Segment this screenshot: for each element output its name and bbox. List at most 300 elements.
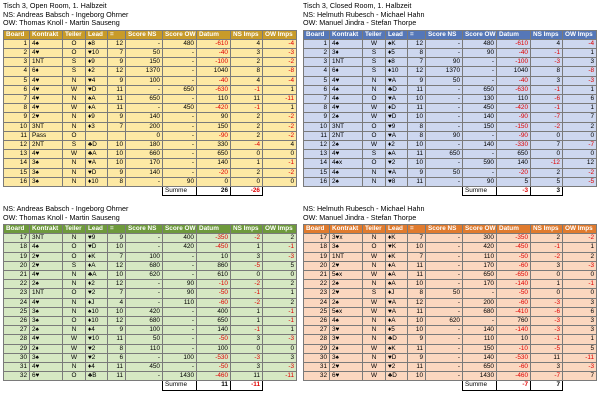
sum-label: Summe bbox=[463, 381, 497, 390]
table-cell: -420 bbox=[197, 104, 231, 113]
table-row bbox=[4, 317, 297, 326]
table-cell: -2 bbox=[263, 131, 297, 140]
table-cell: N bbox=[63, 280, 86, 289]
table-cell: 12 bbox=[108, 280, 126, 289]
table-cell: 1 bbox=[4, 39, 30, 48]
table-cell: -60 bbox=[497, 298, 531, 307]
table-cell: 7 bbox=[108, 252, 126, 261]
table-row bbox=[4, 280, 297, 289]
table-cell: 3 bbox=[231, 48, 263, 57]
table-cell: -3 bbox=[263, 335, 297, 344]
table-cell: 16 bbox=[304, 177, 330, 186]
table-cell: -2 bbox=[231, 298, 263, 307]
table-cell: 3♥x bbox=[330, 234, 363, 243]
table-row bbox=[4, 131, 297, 140]
table-cell: O bbox=[363, 131, 386, 140]
table-cell: ♦4 bbox=[86, 326, 108, 335]
sum-ow-imps: -26 bbox=[231, 186, 263, 195]
table-cell: -40 bbox=[197, 76, 231, 85]
column-header: Datum bbox=[497, 30, 531, 39]
table-cell: - bbox=[426, 85, 463, 94]
column-header: Lead bbox=[86, 30, 108, 39]
table-cell: 620 bbox=[426, 317, 463, 326]
table-row bbox=[4, 140, 297, 149]
table-cell: 9 bbox=[108, 58, 126, 67]
table-cell: 50 bbox=[426, 168, 463, 177]
table-cell: 20 bbox=[304, 261, 330, 270]
table-cell: 11 bbox=[108, 85, 126, 94]
table-row bbox=[4, 85, 297, 94]
table-cell: - bbox=[426, 113, 463, 122]
table-cell: -3 bbox=[531, 298, 563, 307]
column-header: Lead bbox=[386, 30, 408, 39]
table-cell: -6 bbox=[531, 94, 563, 103]
table-cell: - bbox=[426, 94, 463, 103]
table-cell: 30 bbox=[304, 353, 330, 362]
table-cell: ♥A bbox=[386, 131, 408, 140]
table-cell: 3NT bbox=[30, 234, 63, 243]
table-row bbox=[4, 113, 297, 122]
table-cell: 27 bbox=[4, 326, 30, 335]
table-row bbox=[304, 280, 597, 289]
table-row bbox=[4, 150, 297, 159]
table-cell: -1 bbox=[231, 326, 263, 335]
table-cell: 1NT bbox=[330, 252, 363, 261]
table-cell: 0 bbox=[531, 289, 563, 298]
table-cell: ♥2 bbox=[86, 289, 108, 298]
table-cell: 6 bbox=[563, 94, 597, 103]
column-header: Lead bbox=[386, 225, 408, 234]
table-cell: - bbox=[163, 140, 197, 149]
table-cell: S bbox=[363, 58, 386, 67]
table-cell: ♥D bbox=[86, 168, 108, 177]
table-cell: 7 bbox=[563, 372, 597, 381]
table-cell: -1 bbox=[531, 48, 563, 57]
table-cell: W bbox=[363, 252, 386, 261]
table-row bbox=[4, 307, 297, 316]
table-cell: 23 bbox=[4, 289, 30, 298]
table-cell: ♥D bbox=[386, 113, 408, 122]
table-cell: 24 bbox=[304, 298, 330, 307]
table-row bbox=[304, 85, 597, 94]
table-cell: 11 bbox=[408, 85, 426, 94]
table-cell: N bbox=[363, 353, 386, 362]
table-cell: 1 bbox=[304, 39, 330, 48]
table-cell: - bbox=[463, 150, 497, 159]
table-cell: N bbox=[363, 335, 386, 344]
table-row bbox=[304, 271, 597, 280]
table-cell: 0 bbox=[263, 177, 297, 186]
table-cell: 480 bbox=[163, 39, 197, 48]
table-cell: -460 bbox=[497, 372, 531, 381]
table-cell: N bbox=[363, 85, 386, 94]
table-cell: ♥2 bbox=[86, 353, 108, 362]
table-cell: ♦5 bbox=[386, 48, 408, 57]
table-cell: 17 bbox=[304, 234, 330, 243]
table-cell: 0 bbox=[563, 289, 597, 298]
table-cell: ♠K bbox=[386, 344, 408, 353]
table-cell: - bbox=[163, 48, 197, 57]
table-cell: 140 bbox=[463, 353, 497, 362]
table-cell: -1 bbox=[263, 243, 297, 252]
table-cell: 2♦ bbox=[30, 344, 63, 353]
column-header: = bbox=[108, 225, 126, 234]
table-cell: -350 bbox=[497, 234, 531, 243]
table-cell: 11 bbox=[108, 372, 126, 381]
table-cell: 9 bbox=[108, 113, 126, 122]
table-cell: 12 bbox=[108, 261, 126, 270]
table-row bbox=[304, 168, 597, 177]
sum-label: Summe bbox=[163, 186, 197, 195]
table-cell: 4♥ bbox=[330, 104, 363, 113]
panel-open-room-second-half bbox=[3, 205, 296, 391]
table-cell: - bbox=[463, 168, 497, 177]
table-cell: 18 bbox=[304, 243, 330, 252]
table-cell: - bbox=[426, 307, 463, 316]
table-cell: ♥A bbox=[386, 307, 408, 316]
table-cell: 3 bbox=[263, 353, 297, 362]
sum-label: Summe bbox=[463, 186, 497, 195]
table-cell: O bbox=[63, 131, 86, 140]
table-cell: - bbox=[163, 122, 197, 131]
table-cell: 10 bbox=[197, 252, 231, 261]
score-table bbox=[303, 224, 597, 391]
table-cell: - bbox=[463, 131, 497, 140]
table-cell: -610 bbox=[497, 39, 531, 48]
table-cell: O bbox=[63, 243, 86, 252]
table-cell: 6 bbox=[563, 307, 597, 316]
panel-header-line: Tisch 3, Open Room, 1. Halbzeit bbox=[3, 1, 107, 10]
table-cell: -410 bbox=[497, 307, 531, 316]
table-cell: -2 bbox=[263, 168, 297, 177]
table-cell: ♦2 bbox=[386, 140, 408, 149]
table-cell: 10 bbox=[408, 326, 426, 335]
table-cell: 5 bbox=[4, 76, 30, 85]
table-cell: 590 bbox=[463, 159, 497, 168]
table-cell: -100 bbox=[197, 58, 231, 67]
table-cell: - bbox=[426, 344, 463, 353]
column-header: Score NS bbox=[126, 30, 163, 39]
table-row bbox=[4, 177, 297, 186]
table-cell: 3 bbox=[304, 58, 330, 67]
table-cell: - bbox=[126, 243, 163, 252]
table-cell: - bbox=[126, 85, 163, 94]
table-cell: N bbox=[363, 177, 386, 186]
table-cell: 22 bbox=[304, 280, 330, 289]
table-cell: -50 bbox=[197, 335, 231, 344]
table-cell: -2 bbox=[231, 234, 263, 243]
table-cell: 2♦ bbox=[330, 344, 363, 353]
table-cell: -3 bbox=[531, 317, 563, 326]
table-cell: -8 bbox=[563, 67, 597, 76]
table-cell: 14 bbox=[304, 159, 330, 168]
table-cell: 7 bbox=[408, 252, 426, 261]
table-cell: 650 bbox=[163, 85, 197, 94]
table-cell: ♣B bbox=[86, 372, 108, 381]
table-cell: 1430 bbox=[463, 372, 497, 381]
table-cell: -7 bbox=[563, 140, 597, 149]
table-cell: -20 bbox=[197, 168, 231, 177]
table-cell: 9 bbox=[108, 234, 126, 243]
column-header: Score OW bbox=[163, 225, 197, 234]
sum-ns-imps: 11 bbox=[197, 381, 231, 390]
table-cell: 8 bbox=[4, 104, 30, 113]
table-cell: 2 bbox=[531, 168, 563, 177]
table-cell: 300 bbox=[463, 234, 497, 243]
table-cell: 5 bbox=[563, 344, 597, 353]
table-cell: 27 bbox=[304, 326, 330, 335]
table-cell: ♥10 bbox=[86, 335, 108, 344]
column-header: Kontrakt bbox=[30, 30, 63, 39]
table-cell: -8 bbox=[263, 67, 297, 76]
table-cell: 680 bbox=[463, 307, 497, 316]
table-cell: 6♥ bbox=[330, 372, 363, 381]
table-cell: ♥2 bbox=[386, 363, 408, 372]
table-cell: ♥D bbox=[86, 85, 108, 94]
table-row bbox=[4, 344, 297, 353]
table-cell: 0 bbox=[263, 150, 297, 159]
table-cell: -50 bbox=[197, 289, 231, 298]
table-cell: 140 bbox=[126, 168, 163, 177]
table-cell: 21 bbox=[304, 271, 330, 280]
table-cell: 4 bbox=[231, 39, 263, 48]
table-cell: 1 bbox=[563, 335, 597, 344]
table-cell: - bbox=[426, 280, 463, 289]
table-cell: ♥2 bbox=[86, 344, 108, 353]
table-row bbox=[4, 271, 297, 280]
table-cell: 4♠ bbox=[330, 94, 363, 103]
table-cell: -12 bbox=[531, 159, 563, 168]
table-cell: -10 bbox=[497, 344, 531, 353]
table-cell: -2 bbox=[563, 234, 597, 243]
table-cell: 100 bbox=[126, 76, 163, 85]
table-cell: 19 bbox=[304, 252, 330, 261]
table-cell: 3♥ bbox=[330, 335, 363, 344]
table-cell: 8 bbox=[531, 67, 563, 76]
table-row bbox=[304, 234, 597, 243]
table-cell: 10 bbox=[108, 140, 126, 149]
table-cell: -2 bbox=[531, 252, 563, 261]
table-cell: W bbox=[63, 150, 86, 159]
table-cell: ♦D bbox=[386, 104, 408, 113]
table-cell: N bbox=[63, 271, 86, 280]
table-cell: 24 bbox=[4, 298, 30, 307]
table-cell: ♠A bbox=[386, 271, 408, 280]
table-cell: 12 bbox=[563, 159, 597, 168]
table-row bbox=[4, 76, 297, 85]
table-cell: 4♠ bbox=[30, 39, 63, 48]
table-cell: 3♠ bbox=[30, 177, 63, 186]
table-row bbox=[4, 58, 297, 67]
table-cell: 1 bbox=[263, 85, 297, 94]
column-header: Datum bbox=[197, 30, 231, 39]
table-cell: - bbox=[426, 243, 463, 252]
table-cell: 4♠x bbox=[330, 159, 363, 168]
table-cell: 1040 bbox=[497, 67, 531, 76]
table-row bbox=[304, 353, 597, 362]
table-cell: 4 bbox=[108, 298, 126, 307]
table-cell: 3♠ bbox=[30, 307, 63, 316]
table-cell: 150 bbox=[463, 344, 497, 353]
table-cell: 50 bbox=[126, 335, 163, 344]
table-cell: -60 bbox=[197, 298, 231, 307]
panel-closed-room-first-half bbox=[303, 2, 596, 196]
table-cell: 8 bbox=[408, 48, 426, 57]
column-header: = bbox=[408, 225, 426, 234]
table-cell: 0 bbox=[531, 150, 563, 159]
table-cell: W bbox=[363, 363, 386, 372]
table-cell: 90 bbox=[163, 177, 197, 186]
table-cell: 2♠ bbox=[30, 326, 63, 335]
table-cell: -350 bbox=[197, 234, 231, 243]
table-cell: -40 bbox=[197, 48, 231, 57]
table-cell: 3NT bbox=[330, 122, 363, 131]
table-row bbox=[4, 243, 297, 252]
table-cell: ♥A bbox=[86, 159, 108, 168]
table-row bbox=[304, 113, 597, 122]
table-cell: O bbox=[363, 159, 386, 168]
table-cell: 150 bbox=[126, 58, 163, 67]
table-cell: 4♠ bbox=[330, 317, 363, 326]
table-cell: 9 bbox=[108, 168, 126, 177]
table-cell: 3♠ bbox=[30, 168, 63, 177]
table-cell: 9 bbox=[408, 168, 426, 177]
table-cell: -650 bbox=[497, 271, 531, 280]
table-cell: 100 bbox=[126, 252, 163, 261]
table-cell: 2 bbox=[231, 131, 263, 140]
table-cell: - bbox=[126, 234, 163, 243]
column-header: Score NS bbox=[426, 225, 463, 234]
table-cell: 4♠ bbox=[30, 243, 63, 252]
table-cell: W bbox=[363, 113, 386, 122]
sum-label: Summe bbox=[163, 381, 197, 390]
table-cell: N bbox=[363, 261, 386, 270]
table-row bbox=[304, 150, 597, 159]
table-cell: 12 bbox=[108, 317, 126, 326]
table-cell bbox=[108, 131, 126, 140]
table-cell: 4♠ bbox=[330, 85, 363, 94]
table-cell: 100 bbox=[197, 344, 231, 353]
table-cell: ♠A bbox=[386, 150, 408, 159]
table-cell: 4♠ bbox=[330, 168, 363, 177]
table-cell: 19 bbox=[4, 252, 30, 261]
table-cell: 6 bbox=[4, 85, 30, 94]
table-cell: 1430 bbox=[163, 372, 197, 381]
table-cell: ♦10 bbox=[86, 177, 108, 186]
table-cell: - bbox=[426, 363, 463, 372]
table-cell: ♣D bbox=[386, 335, 408, 344]
table-cell: -450 bbox=[497, 243, 531, 252]
table-cell: 1NT bbox=[30, 289, 63, 298]
column-header: Teiler bbox=[363, 30, 386, 39]
table-cell: -50 bbox=[497, 289, 531, 298]
table-cell: ♦K bbox=[86, 252, 108, 261]
table-cell: 11 bbox=[408, 104, 426, 113]
table-row bbox=[304, 48, 597, 57]
table-cell: 200 bbox=[126, 122, 163, 131]
table-cell: 3♠ bbox=[330, 353, 363, 362]
table-cell: -50 bbox=[497, 252, 531, 261]
table-cell: 680 bbox=[126, 261, 163, 270]
table-cell: 110 bbox=[126, 344, 163, 353]
table-cell: 15 bbox=[304, 168, 330, 177]
table-cell: 4 bbox=[231, 76, 263, 85]
table-cell: ♥D bbox=[86, 243, 108, 252]
table-cell: 18 bbox=[4, 243, 30, 252]
table-cell: -7 bbox=[531, 113, 563, 122]
table-cell: 2♠ bbox=[330, 113, 363, 122]
table-cell: -3 bbox=[231, 353, 263, 362]
table-cell: 2♠ bbox=[330, 298, 363, 307]
table-cell: 650 bbox=[463, 363, 497, 372]
table-cell: 1 bbox=[531, 280, 563, 289]
table-cell: 1 bbox=[231, 243, 263, 252]
table-cell: -1 bbox=[263, 159, 297, 168]
table-row bbox=[4, 363, 297, 372]
table-cell: 7 bbox=[108, 122, 126, 131]
table-cell: 50 bbox=[126, 48, 163, 57]
table-cell: 4 bbox=[531, 39, 563, 48]
table-cell: - bbox=[163, 252, 197, 261]
table-cell: 3 bbox=[4, 58, 30, 67]
table-cell: 4♥ bbox=[330, 76, 363, 85]
column-header: Board bbox=[304, 225, 330, 234]
table-cell: -11 bbox=[263, 372, 297, 381]
table-cell: 90 bbox=[426, 131, 463, 140]
table-cell: 3 bbox=[563, 58, 597, 67]
table-cell: 10 bbox=[408, 372, 426, 381]
table-cell: 8 bbox=[108, 344, 126, 353]
table-cell: -530 bbox=[197, 353, 231, 362]
table-cell: O bbox=[363, 94, 386, 103]
table-cell: -450 bbox=[197, 243, 231, 252]
table-cell: ♥9 bbox=[86, 234, 108, 243]
table-cell: O bbox=[63, 39, 86, 48]
table-cell: 11 bbox=[408, 261, 426, 270]
table-cell: 1370 bbox=[426, 67, 463, 76]
table-cell: -2 bbox=[531, 122, 563, 131]
table-cell: 1 bbox=[231, 159, 263, 168]
sum-ow-imps: 7 bbox=[531, 381, 563, 390]
table-cell: -3 bbox=[563, 76, 597, 85]
table-cell: 7 bbox=[4, 94, 30, 103]
table-cell: 12 bbox=[304, 140, 330, 149]
table-cell: 11 bbox=[408, 271, 426, 280]
table-cell: ♥10 bbox=[86, 48, 108, 57]
table-cell: -2 bbox=[263, 58, 297, 67]
table-cell: ♦K bbox=[386, 234, 408, 243]
table-cell: 3♠ bbox=[30, 159, 63, 168]
table-cell: 5 bbox=[263, 261, 297, 270]
table-cell: -3 bbox=[563, 261, 597, 270]
sum-row bbox=[304, 381, 597, 390]
table-cell: -530 bbox=[497, 353, 531, 362]
table-cell: 10 bbox=[408, 243, 426, 252]
table-cell: ♦A bbox=[386, 261, 408, 270]
table-cell: 2 bbox=[263, 234, 297, 243]
table-cell: ♦10 bbox=[86, 317, 108, 326]
table-cell: 450 bbox=[126, 363, 163, 372]
table-cell: 2 bbox=[231, 113, 263, 122]
table-cell: 7 bbox=[108, 289, 126, 298]
table-cell: 11 bbox=[408, 363, 426, 372]
table-cell: 170 bbox=[126, 159, 163, 168]
table-cell: 6♥ bbox=[30, 372, 63, 381]
table-cell: 5♠x bbox=[330, 307, 363, 316]
table-cell: ♦2 bbox=[86, 67, 108, 76]
table-cell: -610 bbox=[197, 39, 231, 48]
table-row bbox=[304, 177, 597, 186]
